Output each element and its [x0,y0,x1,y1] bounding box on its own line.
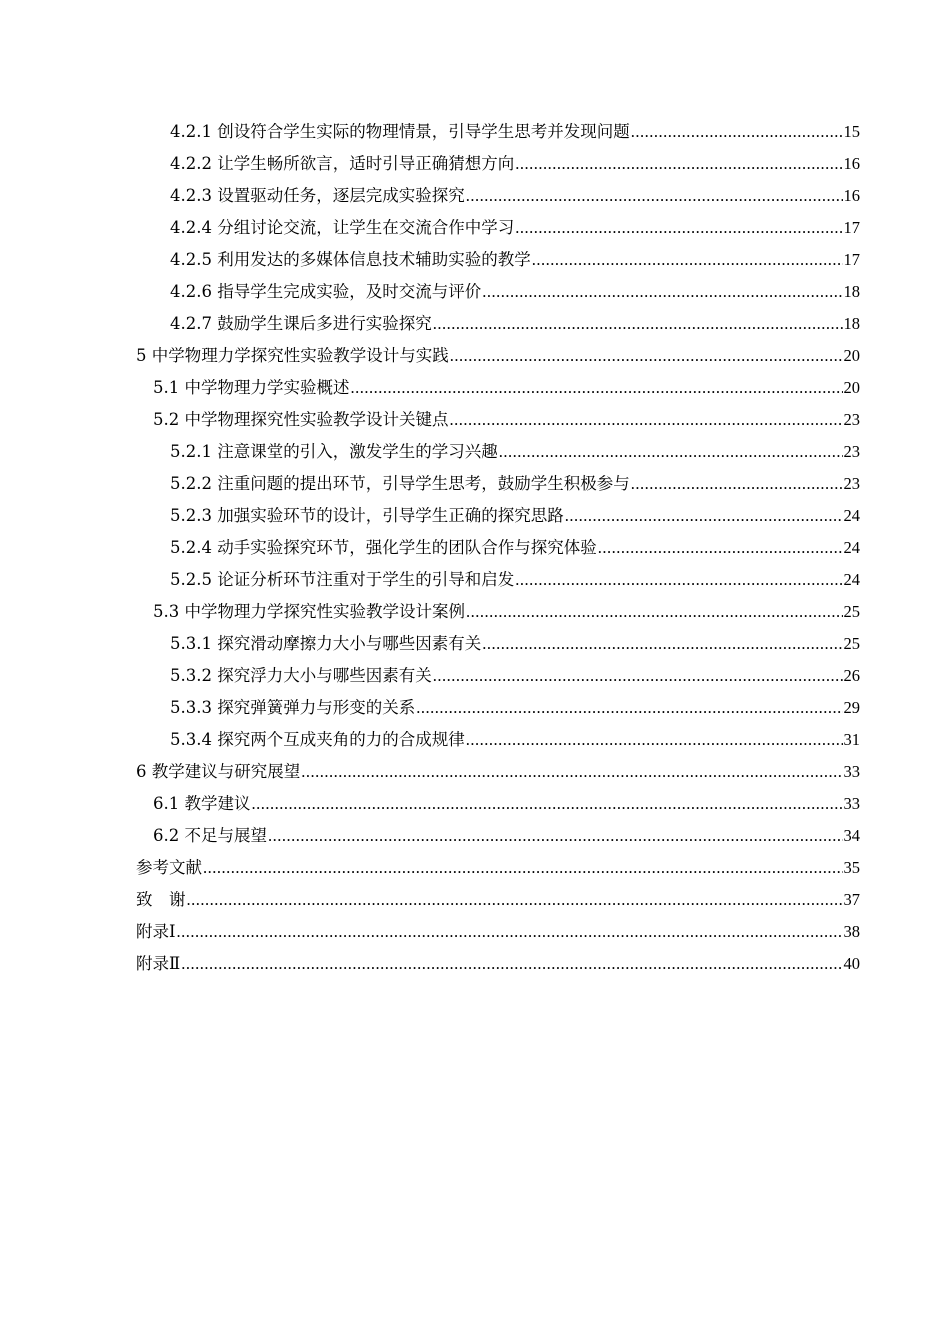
toc-entry-title: 4.2.6 指导学生完成实验，及时交流与评价 [170,282,482,301]
toc-entry[interactable] [136,532,860,564]
toc-entry[interactable] [136,596,860,628]
toc-entry-title: 参考文献 [136,858,202,877]
toc-entry[interactable] [136,468,860,500]
toc-entry-title: 5.3.4 探究两个互成夹角的力的合成规律 [170,730,465,749]
toc-entry-title: 5.2.5 论证分析环节注重对于学生的引导和启发 [170,570,515,589]
toc-dot-leader [631,468,843,500]
toc-entry[interactable] [136,724,860,756]
toc-entry-page-number: 24 [843,538,860,557]
toc-entry-page-number: 25 [843,602,860,621]
table-of-contents [136,116,860,980]
toc-entry-page-number: 25 [843,634,860,653]
toc-dot-leader [450,404,843,436]
toc-dot-leader [499,436,843,468]
toc-entry[interactable] [136,500,860,532]
toc-entry-page-number: 40 [843,954,860,973]
toc-dot-leader [181,948,842,980]
toc-entry-page-number: 33 [843,794,860,813]
toc-entry[interactable] [136,212,860,244]
toc-dot-leader [252,788,843,820]
toc-entry-page-number: 34 [843,826,860,845]
toc-dot-leader [482,628,842,660]
toc-entry-title: 5.2 中学物理探究性实验教学设计关键点 [153,410,449,429]
toc-entry[interactable] [136,564,860,596]
toc-entry-page-number: 37 [843,890,860,909]
toc-entry[interactable] [136,628,860,660]
toc-entry[interactable] [136,404,860,436]
toc-entry-page-number: 17 [843,250,860,269]
toc-entry[interactable] [136,116,860,148]
toc-dot-leader [565,500,843,532]
toc-dot-leader [268,820,843,852]
toc-dot-leader [416,692,842,724]
toc-entry-title: 4.2.1 创设符合学生实际的物理情景，引导学生思考并发现问题 [170,122,630,141]
toc-dot-leader [203,852,843,884]
toc-entry-page-number: 20 [843,346,860,365]
toc-entry-page-number: 23 [843,442,860,461]
toc-dot-leader [515,148,842,180]
toc-entry-title: 5.3 中学物理力学探究性实验教学设计案例 [153,602,465,621]
toc-entry-title: 5.3.3 探究弹簧弹力与形变的关系 [170,698,416,717]
toc-dot-leader [631,116,843,148]
toc-entry-title: 5.3.2 探究浮力大小与哪些因素有关 [170,666,432,685]
toc-entry-title: 5.1 中学物理力学实验概述 [153,378,350,397]
toc-entry[interactable] [136,148,860,180]
toc-dot-leader [466,596,843,628]
toc-entry[interactable] [136,948,860,980]
toc-dot-leader [466,180,843,212]
toc-entry-page-number: 24 [843,570,860,589]
toc-dot-leader [482,276,842,308]
toc-dot-leader [466,724,843,756]
toc-dot-leader [450,340,843,372]
toc-entry[interactable] [136,308,860,340]
toc-entry-title: 4.2.4 分组讨论交流，让学生在交流合作中学习 [170,218,515,237]
toc-entry-title: 4.2.3 设置驱动任务，逐层完成实验探究 [170,186,465,205]
toc-entry-title: 5.2.4 动手实验探究环节，强化学生的团队合作与探究体验 [170,538,597,557]
toc-entry-title: 4.2.7 鼓励学生课后多进行实验探究 [170,314,432,333]
toc-dot-leader [301,756,842,788]
toc-entry-page-number: 18 [843,314,860,333]
toc-entry-page-number: 35 [843,858,860,877]
toc-dot-leader [532,244,843,276]
toc-entry-title: 6.2 不足与展望 [153,826,267,845]
toc-entry[interactable] [136,372,860,404]
toc-entry-title: 致 谢 [136,890,186,909]
toc-entry-title: 6 教学建议与研究展望 [136,762,301,781]
toc-entry-page-number: 23 [843,410,860,429]
toc-entry-page-number: 31 [843,730,860,749]
toc-entry-title: 5.2.1 注意课堂的引入，激发学生的学习兴趣 [170,442,498,461]
toc-dot-leader [515,212,842,244]
toc-entry[interactable] [136,820,860,852]
toc-dot-leader [177,916,843,948]
toc-entry-title: 5 中学物理力学探究性实验教学设计与实践 [136,346,449,365]
toc-entry[interactable] [136,180,860,212]
toc-entry-page-number: 38 [843,922,860,941]
toc-entry-title: 5.3.1 探究滑动摩擦力大小与哪些因素有关 [170,634,482,653]
toc-entry[interactable] [136,244,860,276]
toc-entry-page-number: 23 [843,474,860,493]
toc-entry[interactable] [136,436,860,468]
toc-entry[interactable] [136,852,860,884]
toc-entry-page-number: 17 [843,218,860,237]
toc-entry-title: 4.2.2 让学生畅所欲言，适时引导正确猜想方向 [170,154,515,173]
toc-entry-page-number: 33 [843,762,860,781]
toc-entry[interactable] [136,276,860,308]
toc-entry-page-number: 16 [843,186,860,205]
toc-entry-title: 附录Ⅱ [136,954,181,973]
toc-dot-leader [515,564,842,596]
toc-entry[interactable] [136,884,860,916]
toc-entry-page-number: 20 [843,378,860,397]
toc-dot-leader [351,372,843,404]
toc-entry-page-number: 26 [843,666,860,685]
toc-entry-title: 4.2.5 利用发达的多媒体信息技术辅助实验的教学 [170,250,531,269]
toc-entry[interactable] [136,756,860,788]
toc-entry-title: 附录Ⅰ [136,922,176,941]
toc-entry-page-number: 29 [843,698,860,717]
toc-entry-page-number: 18 [843,282,860,301]
toc-entry[interactable] [136,660,860,692]
toc-entry[interactable] [136,788,860,820]
toc-dot-leader [433,308,843,340]
toc-entry-title: 5.2.3 加强实验环节的设计，引导学生正确的探究思路 [170,506,564,525]
toc-entry-title: 6.1 教学建议 [153,794,251,813]
toc-entry-page-number: 24 [843,506,860,525]
toc-entry[interactable] [136,692,860,724]
toc-dot-leader [433,660,843,692]
toc-entry[interactable] [136,340,860,372]
toc-entry[interactable] [136,916,860,948]
toc-dot-leader [598,532,843,564]
toc-entry-page-number: 16 [843,154,860,173]
toc-entry-page-number: 15 [843,122,860,141]
toc-dot-leader [187,884,843,916]
toc-entry-title: 5.2.2 注重问题的提出环节，引导学生思考，鼓励学生积极参与 [170,474,630,493]
